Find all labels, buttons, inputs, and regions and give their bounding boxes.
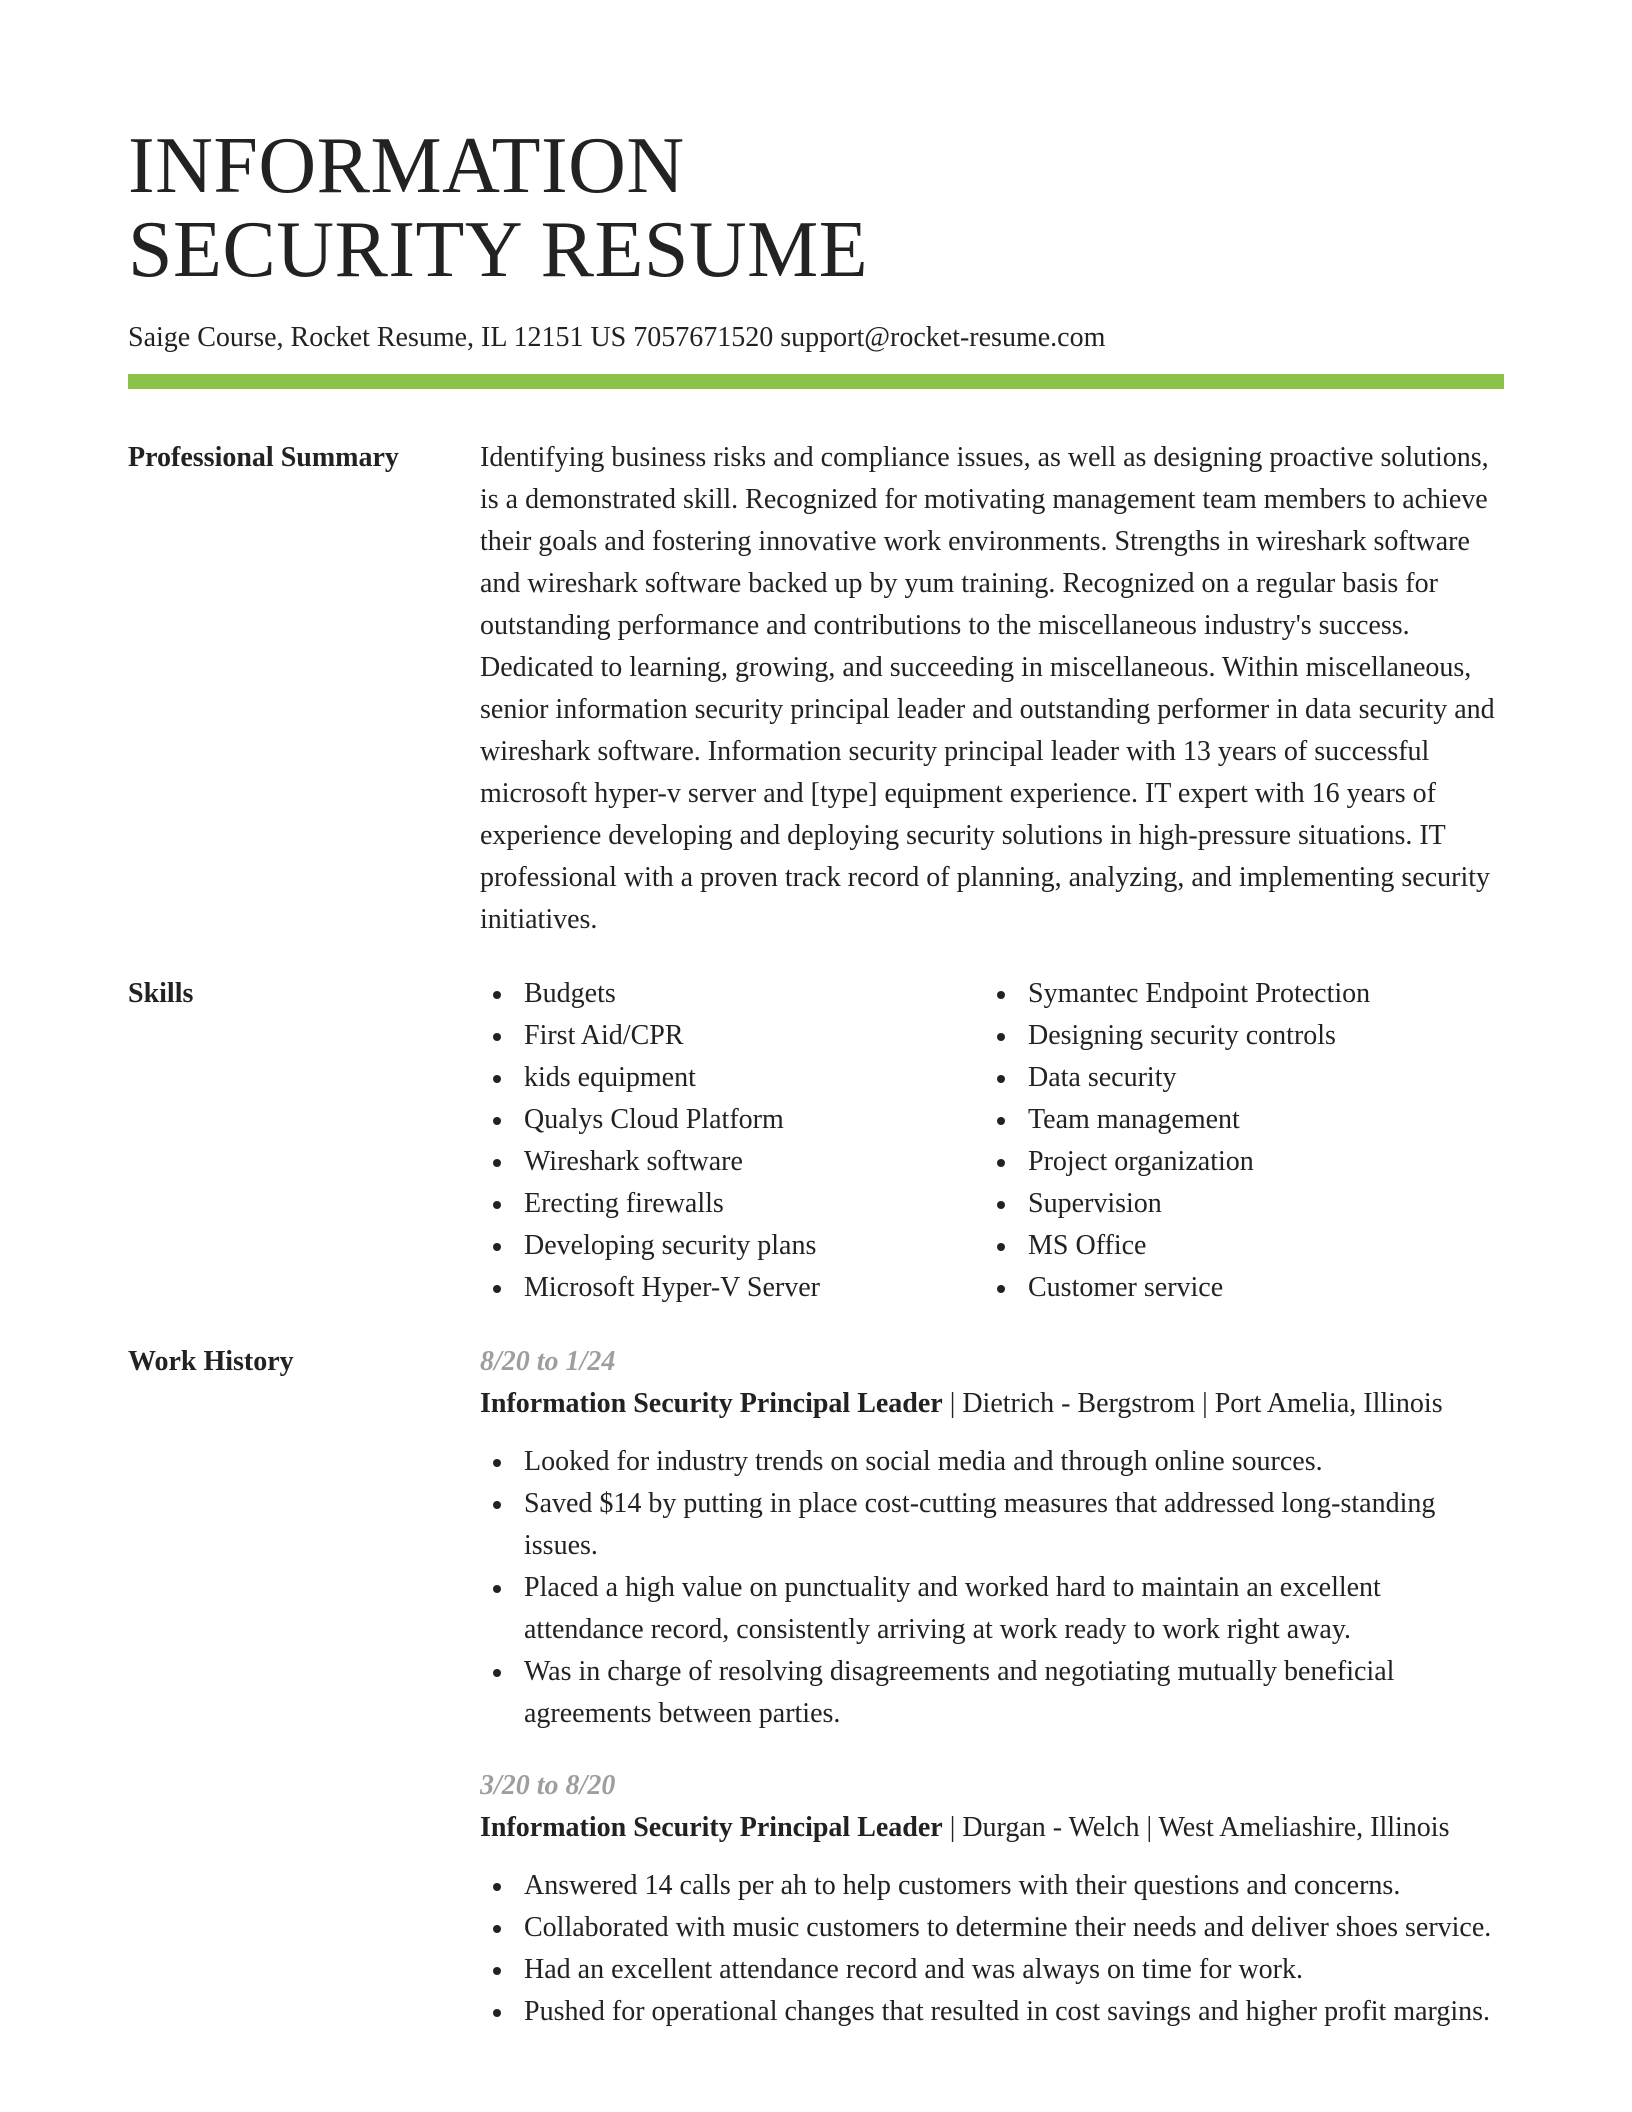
job-employer-location: | Dietrich - Bergstrom | Port Amelia, Illinois bbox=[942, 1388, 1443, 1419]
skill-item: Customer service bbox=[984, 1267, 1488, 1309]
skill-item: MS Office bbox=[984, 1225, 1488, 1267]
skill-item: kids equipment bbox=[480, 1057, 984, 1099]
contact-info: Saige Course, Rocket Resume, IL 12151 US 7057671520 support@rocket-resume.com bbox=[128, 322, 1106, 353]
section-title-summary: Professional Summary bbox=[128, 442, 399, 473]
skill-item: Supervision bbox=[984, 1183, 1488, 1225]
job-duty: Collaborated with music customers to determine their needs and deliver shoes service. bbox=[480, 1907, 1504, 1949]
skill-item: Qualys Cloud Platform bbox=[480, 1099, 984, 1141]
job-heading bbox=[480, 1383, 1504, 1425]
job-title: Information Security Principal Leader bbox=[480, 1812, 943, 1843]
work-history-section bbox=[128, 1341, 1504, 2063]
skill-item: Project organization bbox=[984, 1141, 1488, 1183]
skills-body bbox=[480, 973, 1504, 1309]
job-duty: Was in charge of resolving disagreements and negotiating mutually beneficial agreements between parties. bbox=[480, 1651, 1504, 1735]
skill-item: Symantec Endpoint Protection bbox=[984, 973, 1488, 1015]
job-duty: Placed a high value on punctuality and worked hard to maintain an excellent attendance record, consistently arriving at work ready to work right away. bbox=[480, 1567, 1504, 1651]
job-entry bbox=[480, 1765, 1504, 2033]
job-title: Information Security Principal Leader bbox=[480, 1388, 943, 1419]
summary-body bbox=[480, 437, 1504, 941]
job-duties bbox=[480, 1865, 1504, 2033]
job-duty: Had an excellent attendance record and was always on time for work. bbox=[480, 1949, 1504, 1991]
skills-section bbox=[128, 973, 1504, 1309]
job-entry bbox=[480, 1341, 1504, 1735]
skill-item: Wireshark software bbox=[480, 1141, 984, 1183]
skill-item: Erecting firewalls bbox=[480, 1183, 984, 1225]
skill-item: First Aid/CPR bbox=[480, 1015, 984, 1057]
job-duty: Saved $14 by putting in place cost-cutting measures that addressed long-standing issues. bbox=[480, 1483, 1504, 1567]
job-duty: Looked for industry trends on social media and through online sources. bbox=[480, 1441, 1504, 1483]
resume-title bbox=[128, 0, 1504, 292]
skill-item: Designing security controls bbox=[984, 1015, 1488, 1057]
resume-title-line2: SECURITY RESUME bbox=[128, 206, 869, 294]
skill-item: Microsoft Hyper-V Server bbox=[480, 1267, 984, 1309]
professional-summary-section bbox=[128, 437, 1504, 941]
skill-item: Team management bbox=[984, 1099, 1488, 1141]
section-title-work: Work History bbox=[128, 1346, 294, 1377]
summary-text: Identifying business risks and compliance issues, as well as designing proactive solutions, is a demonstrated skill. Recognized for motivating management team members to achieve their goals and fostering innovative work environments. Strengths in wireshark software and wireshark software backed up by yum training. Recognized on a regular basis for outstanding performance and contributions to the miscellaneous industry's success. Dedicated to learning, growing, and succeeding in miscellaneous. Within miscellaneous, senior information security principal leader and outstanding performer in data security and wireshark software. Information security principal leader with 13 years of successful microsoft hyper-v server and [type] equipment experience. IT expert with 16 years of experience developing and deploying security solutions in high-pressure situations. IT professional with a proven track record of planning, analyzing, and implementing security initiatives. bbox=[480, 442, 1495, 935]
skills-columns bbox=[480, 973, 1504, 1309]
resume-page bbox=[128, 0, 1504, 2063]
work-body bbox=[480, 1341, 1504, 2063]
skills-list-left bbox=[480, 973, 984, 1309]
job-duties bbox=[480, 1441, 1504, 1735]
job-duty: Answered 14 calls per ah to help customers with their questions and concerns. bbox=[480, 1865, 1504, 1907]
job-dates: 3/20 to 8/20 bbox=[480, 1770, 616, 1801]
job-duty: Pushed for operational changes that resulted in cost savings and higher profit margins. bbox=[480, 1991, 1504, 2033]
job-dates: 8/20 to 1/24 bbox=[480, 1346, 616, 1377]
job-heading bbox=[480, 1807, 1504, 1849]
job-employer-location: | Durgan - Welch | West Ameliashire, Illinois bbox=[942, 1812, 1450, 1843]
skill-item: Data security bbox=[984, 1057, 1488, 1099]
skill-item: Budgets bbox=[480, 973, 984, 1015]
accent-divider bbox=[128, 374, 1504, 389]
skill-item: Developing security plans bbox=[480, 1225, 984, 1267]
section-title-skills: Skills bbox=[128, 978, 194, 1009]
resume-title-line1: INFORMATION bbox=[128, 122, 685, 210]
skills-list-right bbox=[984, 973, 1488, 1309]
